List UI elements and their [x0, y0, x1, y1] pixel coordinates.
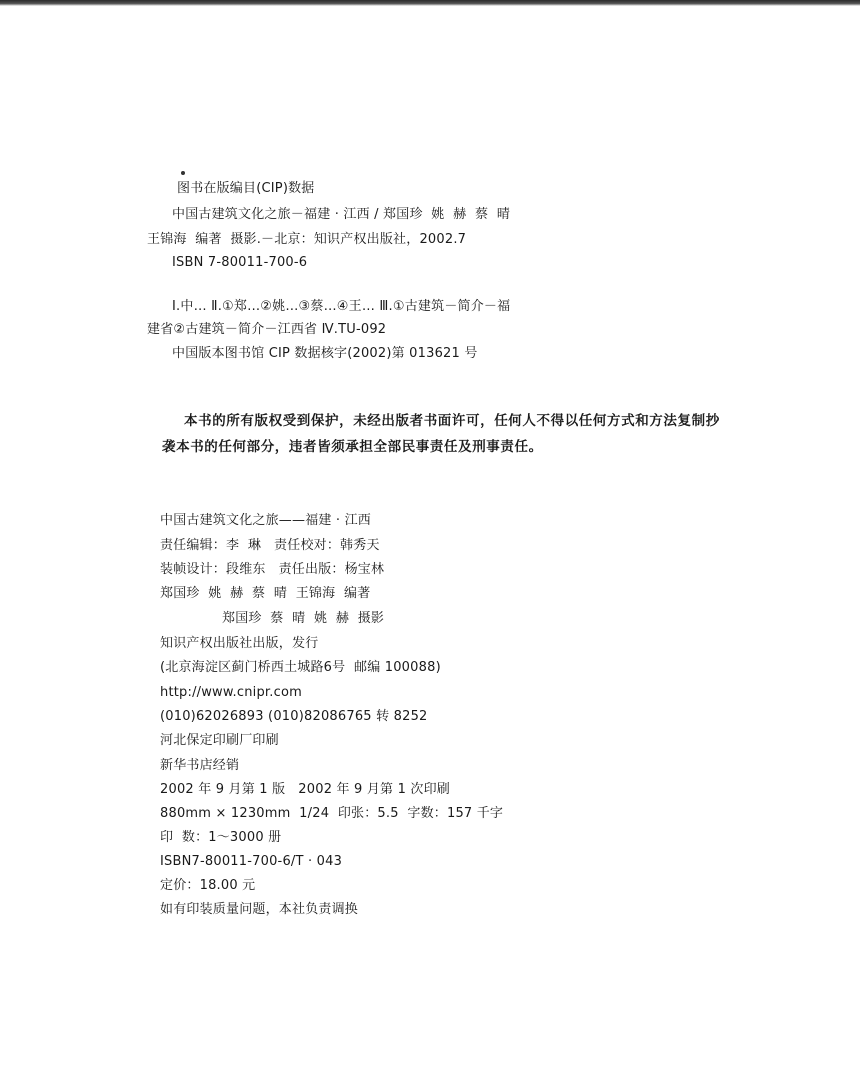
- colophon-phone: (010)62026893 (010)82086765 转 8252: [160, 709, 428, 724]
- colophon-printer: 河北保定印刷厂印刷: [160, 733, 279, 748]
- colophon-design: 装帧设计：段维东 责任出版：杨宝林: [160, 562, 385, 577]
- colophon-publisher: 知识产权出版社出版，发行: [160, 636, 319, 651]
- colophon-distributor: 新华书店经销: [160, 758, 240, 773]
- colophon-editors: 责任编辑：李 琳 责任校对：韩秀天: [160, 538, 380, 553]
- colophon-authors: 郑国珍 姚 赫 蔡 晴 王锦海 编著: [160, 586, 371, 601]
- cip-line-6: 中国版本图书馆 CIP 数据核字(2002)第 013621 号: [172, 346, 478, 361]
- cip-line-5: 建省②古建筑－简介－江西省 Ⅳ.TU-092: [147, 322, 387, 337]
- colophon-photographers: 郑国珍 蔡 晴 姚 赫 摄影: [222, 611, 385, 626]
- scan-top-edge: [0, 0, 860, 6]
- cip-line-4: Ⅰ.中… Ⅱ.①郑…②姚…③蔡…④王… Ⅲ.①古建筑－简介－福: [172, 299, 511, 314]
- copyright-notice-line-1: 本书的所有版权受到保护，未经出版者书面许可，任何人不得以任何方式和方法复制抄: [184, 413, 720, 429]
- cip-line-2: 王锦海 编著 摄影.－北京：知识产权出版社，2002.7: [147, 232, 467, 247]
- colophon-isbn: ISBN7-80011-700-6/T · 043: [160, 854, 343, 869]
- colophon-title: 中国古建筑文化之旅——福建 · 江西: [160, 513, 371, 528]
- colophon-quality-note: 如有印装质量问题，本社负责调换: [160, 902, 359, 917]
- cip-line-1: 中国古建筑文化之旅－福建 · 江西 / 郑国珍 姚 赫 蔡 晴: [172, 207, 511, 222]
- colophon-price: 定价：18.00 元: [160, 878, 256, 893]
- cip-line-3: ISBN 7-80011-700-6: [172, 255, 308, 270]
- colophon-website: http://www.cnipr.com: [160, 685, 302, 700]
- cip-heading: 图书在版编目(CIP)数据: [177, 181, 315, 196]
- colophon-format: 880mm × 1230mm 1/24 印张：5.5 字数：157 千字: [160, 806, 504, 821]
- colophon-address: (北京海淀区蓟门桥西土城路6号 邮编 100088): [160, 660, 441, 675]
- colophon-print-run: 印 数：1～3000 册: [160, 830, 282, 845]
- copyright-notice-line-2: 袭本书的任何部分，违者皆须承担全部民事责任及刑事责任。: [162, 439, 543, 455]
- colophon-edition: 2002 年 9 月第 1 版 2002 年 9 月第 1 次印刷: [160, 782, 450, 797]
- ink-dot: [181, 171, 185, 175]
